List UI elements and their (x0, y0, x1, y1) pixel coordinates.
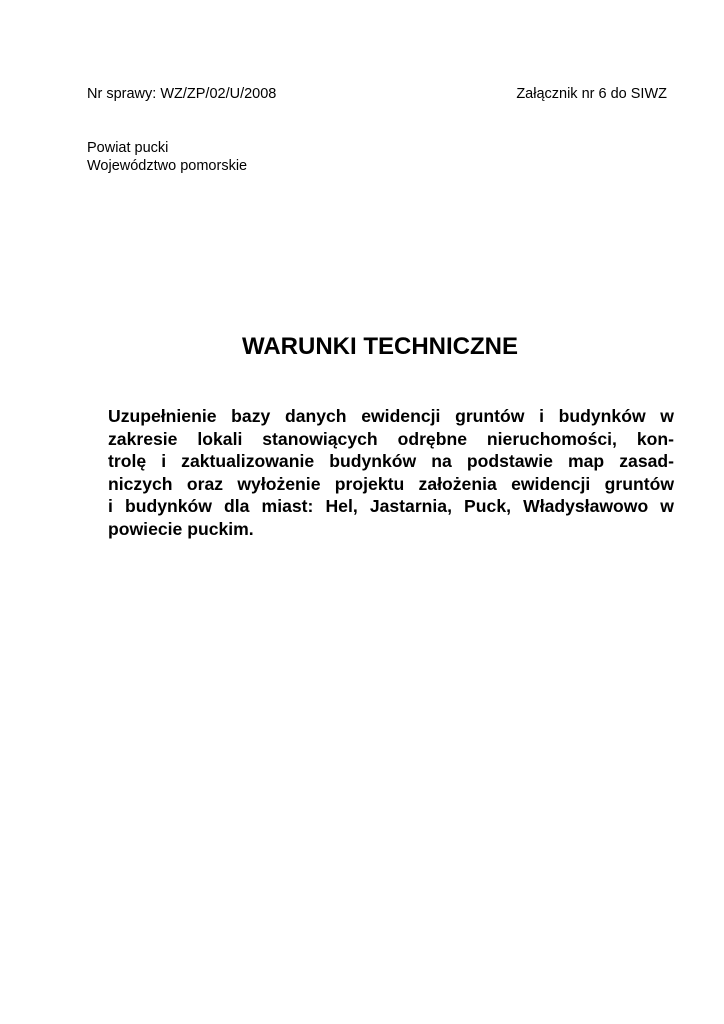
case-number: Nr sprawy: WZ/ZP/02/U/2008 (87, 86, 277, 102)
document-header (87, 86, 667, 106)
attachment-label: Załącznik nr 6 do SIWZ (516, 86, 667, 102)
voivodeship-line: Województwo pomorskie (87, 157, 248, 174)
description-line: i budynków dla miast: Hel, Jastarnia, Puck, Władysławowo w (108, 496, 674, 517)
document-title: WARUNKI TECHNICZNE (242, 333, 518, 360)
description-line: zakresie lokali stanowiących odrębne nieruchomości, kon- (108, 428, 674, 449)
description-line: powiecie puckim. (108, 518, 254, 539)
address-block (87, 140, 247, 175)
subject-description (108, 405, 674, 541)
description-line: niczych oraz wyłożenie projektu założenia ewidencji gruntów (108, 473, 674, 494)
description-line: trolę i zaktualizowanie budynków na podstawie map zasad- (108, 451, 674, 472)
county-line: Powiat pucki (87, 140, 169, 156)
description-line: Uzupełnienie bazy danych ewidencji gruntów i budynków w (108, 406, 674, 426)
